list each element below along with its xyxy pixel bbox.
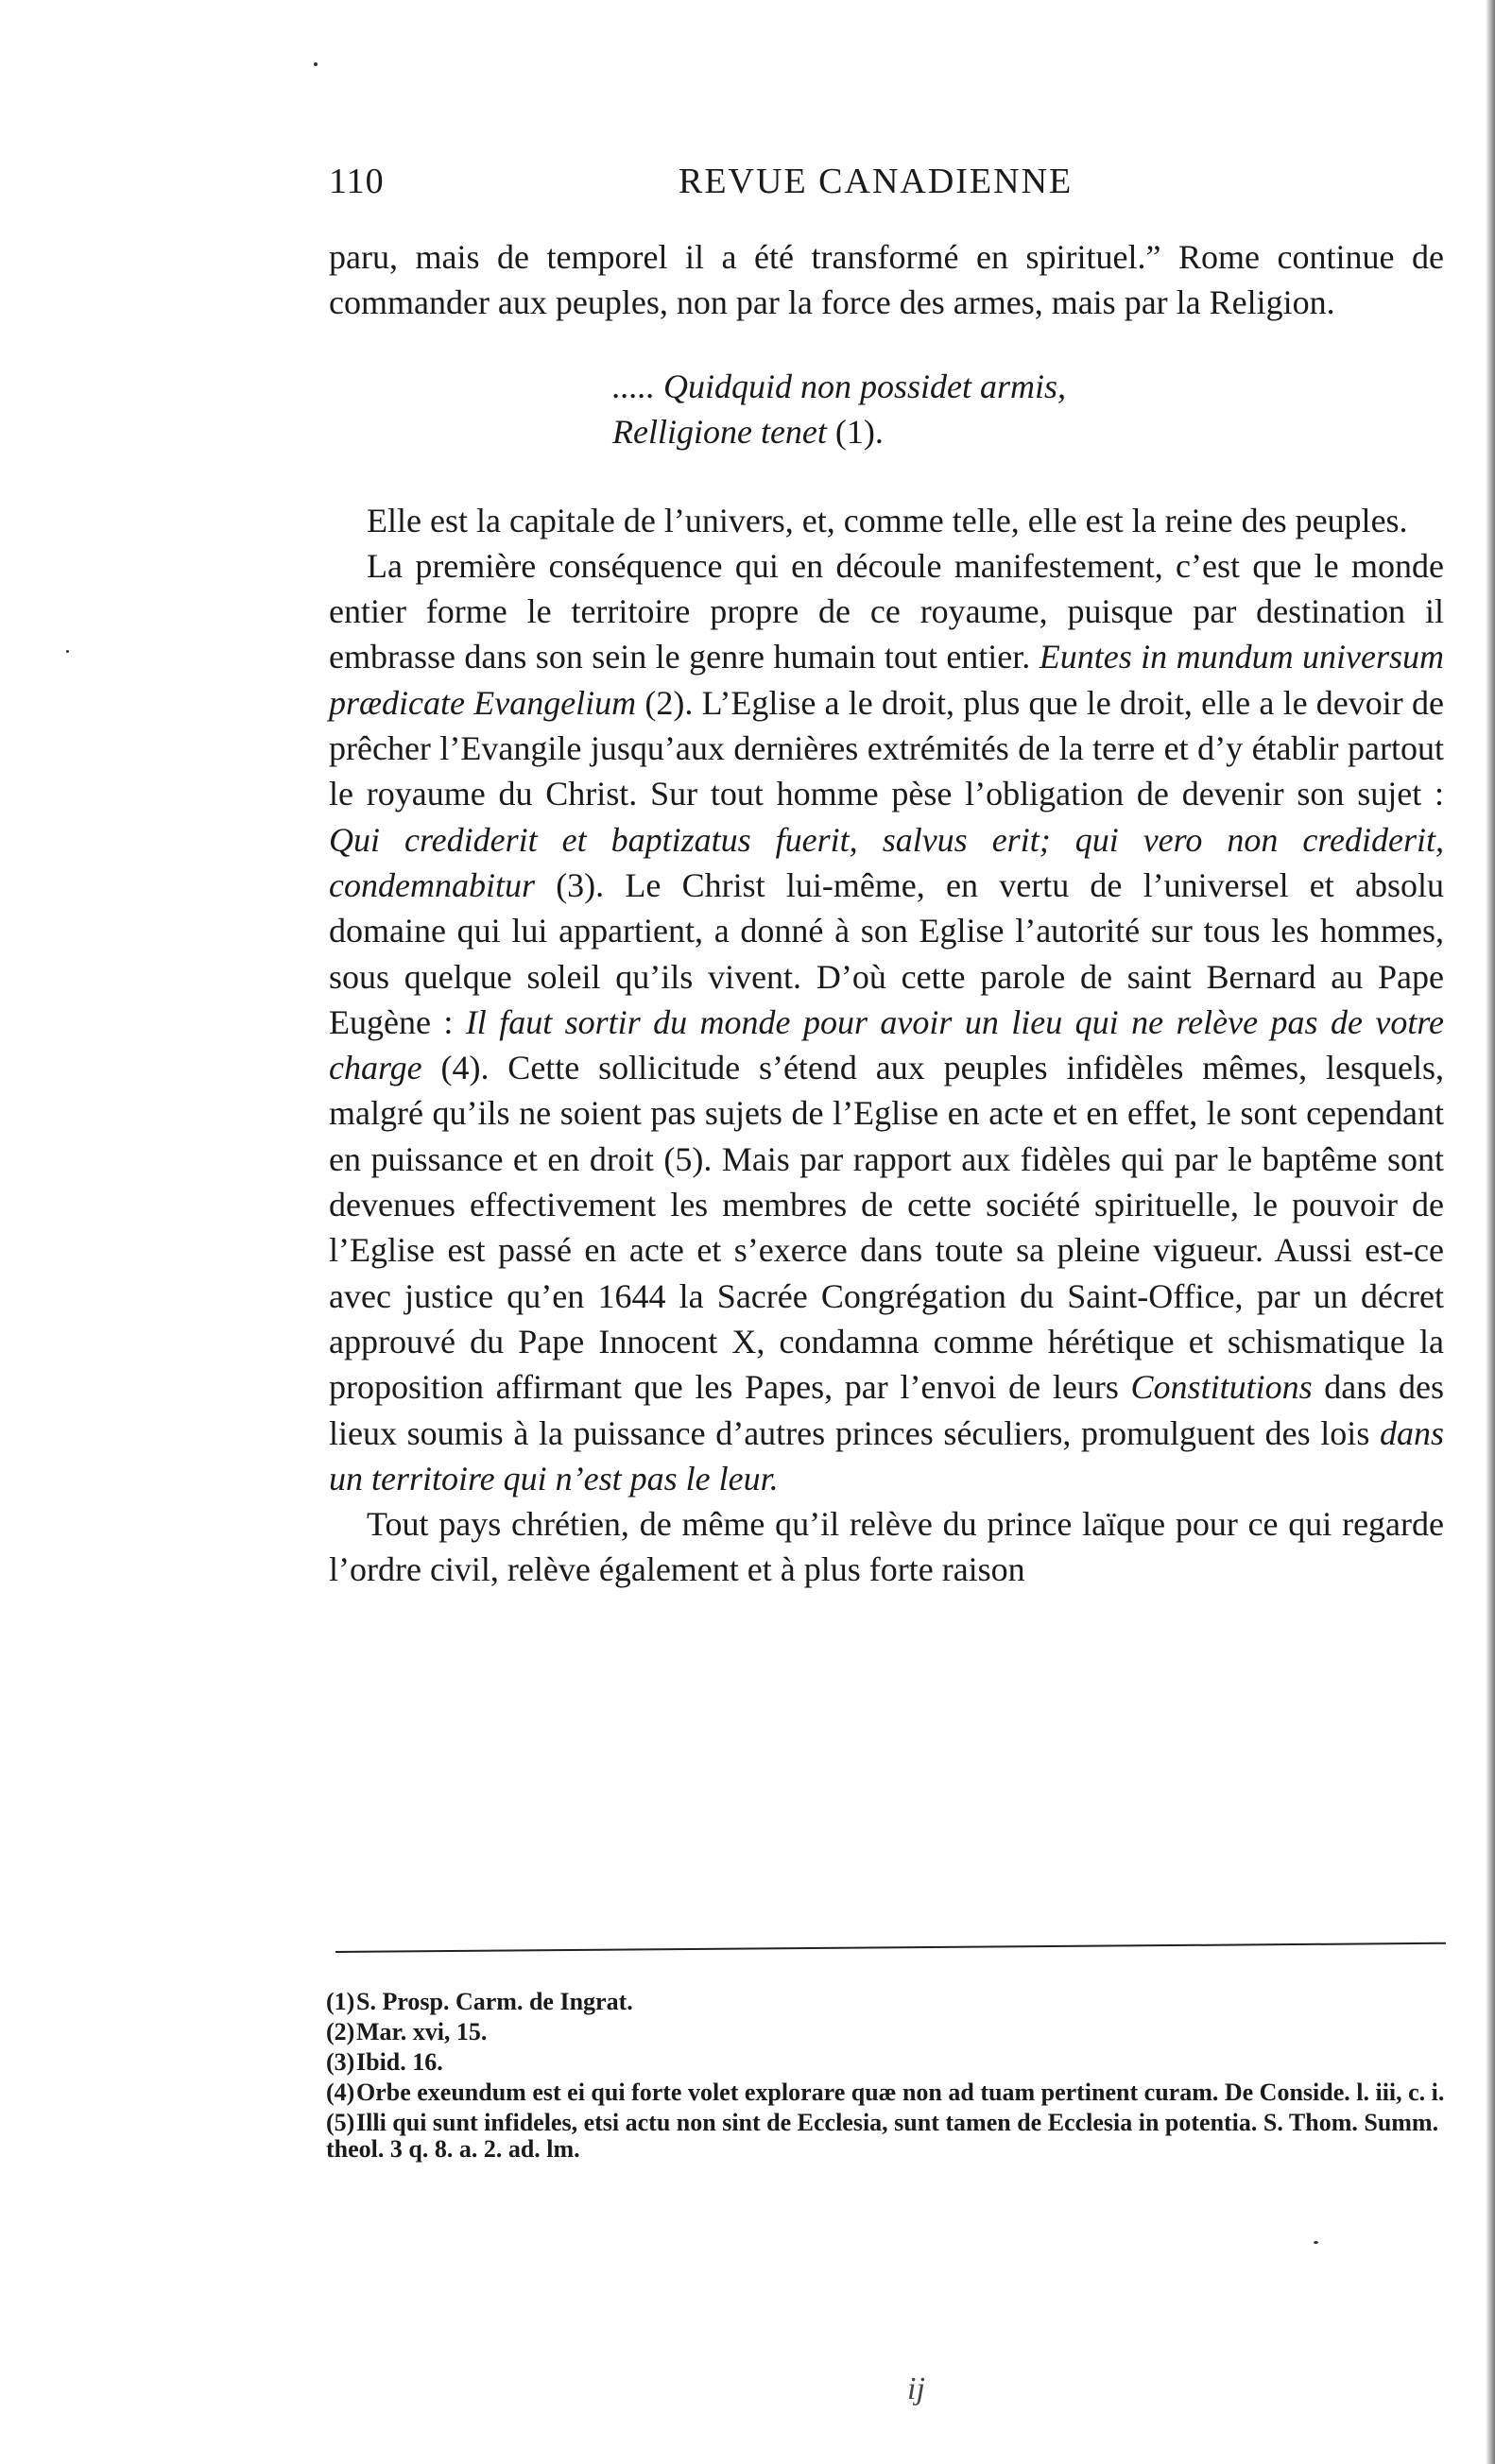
footnote-5 bbox=[326, 2110, 1446, 2163]
paragraph-text: (2). L’Eglise a le droit, plus que le droit, elle a le devoir de prêcher l’Evangile jusqu’aux dernières extrémités de la terre et d’y établir partout le royaume du Christ. Sur tout homme pèse l’obligation de devenir son sujet : bbox=[329, 683, 1444, 813]
footnote-text: Ibid. 16. bbox=[356, 2048, 443, 2076]
scan-speck bbox=[1314, 2241, 1318, 2244]
paragraph-text: (3). Le Christ lui-même, en vertu de l’universel et absolu domaine qui lui appartient, a donné à son Eglise l’autorité sur tous les hommes, sous quelque soleil qu’ils vivent. D’où cette parole de saint Bernard au Pape Eugène : bbox=[329, 865, 1444, 1041]
handwritten-mark: ij bbox=[907, 2371, 925, 2406]
latin-quote: Euntes in mundum universum prædicate Evangelium bbox=[329, 638, 1444, 722]
paragraph-text: Tout pays chrétien, de même qu’il relève du prince laïque pour ce qui regarde l’ordre civil, relève également et à plus forte raison bbox=[329, 1505, 1444, 1589]
footnote-4 bbox=[326, 2079, 1446, 2106]
scan-speck bbox=[66, 650, 69, 653]
paragraph-text: paru, mais de temporel il a été transformé en spirituel.” Rome continue de commander aux peuples, non par la force des armes, mais par la Religion. bbox=[329, 238, 1444, 322]
footnote-text: Mar. xvi, 15. bbox=[356, 2018, 488, 2045]
paragraph-text: (4). Cette sollicitude s’étend aux peuples infidèles mêmes, lesquels, malgré qu’ils ne soient pas sujets de l’Eglise en acte et en effet, le sont cependant en puissance et en droit (5). Mais par rapport aux fidèles qui par le baptême sont devenues effectivement les membres de cette société spirituelle, le pouvoir de l’Eglise est passé en acte et s’exerce dans toute sa pleine vigueur. Aussi est-ce avec justice qu’en 1644 la Sacrée Congrégation du Saint-Office, par un décret approuvé du Pape Innocent X, condamna comme hérétique et schismatique la proposition affirmant que les Papes, par l’envoi de leurs bbox=[329, 1049, 1444, 1407]
paragraph-text: Elle est la capitale de l’univers, et, comme telle, elle est la reine des peuples. bbox=[367, 501, 1408, 539]
latin-quote: Qui crediderit et baptizatus fuerit, salvus erit; qui vero non crediderit, condemnabitur bbox=[329, 820, 1444, 904]
paragraph-2 bbox=[329, 498, 1444, 543]
footnotes bbox=[326, 1989, 1446, 2166]
footnote-number: (5) bbox=[326, 2109, 355, 2136]
paragraph-4 bbox=[329, 1501, 1444, 1593]
footnote-number: (3) bbox=[326, 2048, 355, 2076]
italic-quote: dans un territoire qui n’est pas le leur. bbox=[329, 1413, 1444, 1497]
footnote-text: S. Prosp. Carm. de Ingrat. bbox=[356, 1988, 633, 2015]
italic-quote: Il faut sortir du monde pour avoir un lieu qui ne relève pas de votre charge bbox=[329, 1002, 1444, 1087]
footnote-2 bbox=[326, 2019, 1446, 2045]
scan-edge-shadow bbox=[1486, 0, 1495, 2464]
scan-speck bbox=[314, 62, 318, 66]
paragraph-text: dans des lieux soumis à la puissance d’autres princes séculiers, promulguent des lois bbox=[329, 1368, 1444, 1452]
page-number: 110 bbox=[329, 162, 385, 201]
paragraph-3 bbox=[329, 543, 1444, 1501]
footnote-1 bbox=[326, 1989, 1446, 2015]
verse-line-2 bbox=[612, 409, 1444, 454]
paragraph-text: La première conséquence qui en découle manifestement, c’est que le monde entier forme le territoire propre de ce royaume, puisque par destination il embrasse dans son sein le genre humain tout entier. bbox=[329, 546, 1444, 676]
paragraph-1 bbox=[329, 234, 1444, 326]
footnote-rule bbox=[335, 1942, 1446, 1953]
footnote-number: (1) bbox=[326, 1988, 355, 2015]
verse-quotation bbox=[612, 364, 1444, 454]
running-title: REVUE CANADIENNE bbox=[679, 162, 1074, 201]
verse-text: Relligione tenet bbox=[612, 412, 827, 451]
footnote-text: Illi qui sunt infideles, etsi actu non sint de Ecclesia, sunt tamen de Ecclesia in potentia. S. Thom. Summ. theol. 3 q. 8. a. 2. ad. lm. bbox=[326, 2109, 1439, 2163]
verse-line-1: ..... Quidquid non possidet armis, bbox=[612, 367, 1067, 405]
footnote-ref: (1). bbox=[826, 412, 884, 451]
footnote-text: Orbe exeundum est ei qui forte volet explorare quæ non ad tuam pertinent curam. De Conside. l. iii, c. i. bbox=[356, 2079, 1445, 2106]
footnote-3 bbox=[326, 2049, 1446, 2076]
running-header bbox=[329, 161, 1444, 208]
footnote-number: (4) bbox=[326, 2079, 355, 2106]
italic-term: Constitutions bbox=[1130, 1368, 1313, 1407]
body-text bbox=[329, 234, 1444, 1593]
footnote-number: (2) bbox=[326, 2018, 355, 2045]
